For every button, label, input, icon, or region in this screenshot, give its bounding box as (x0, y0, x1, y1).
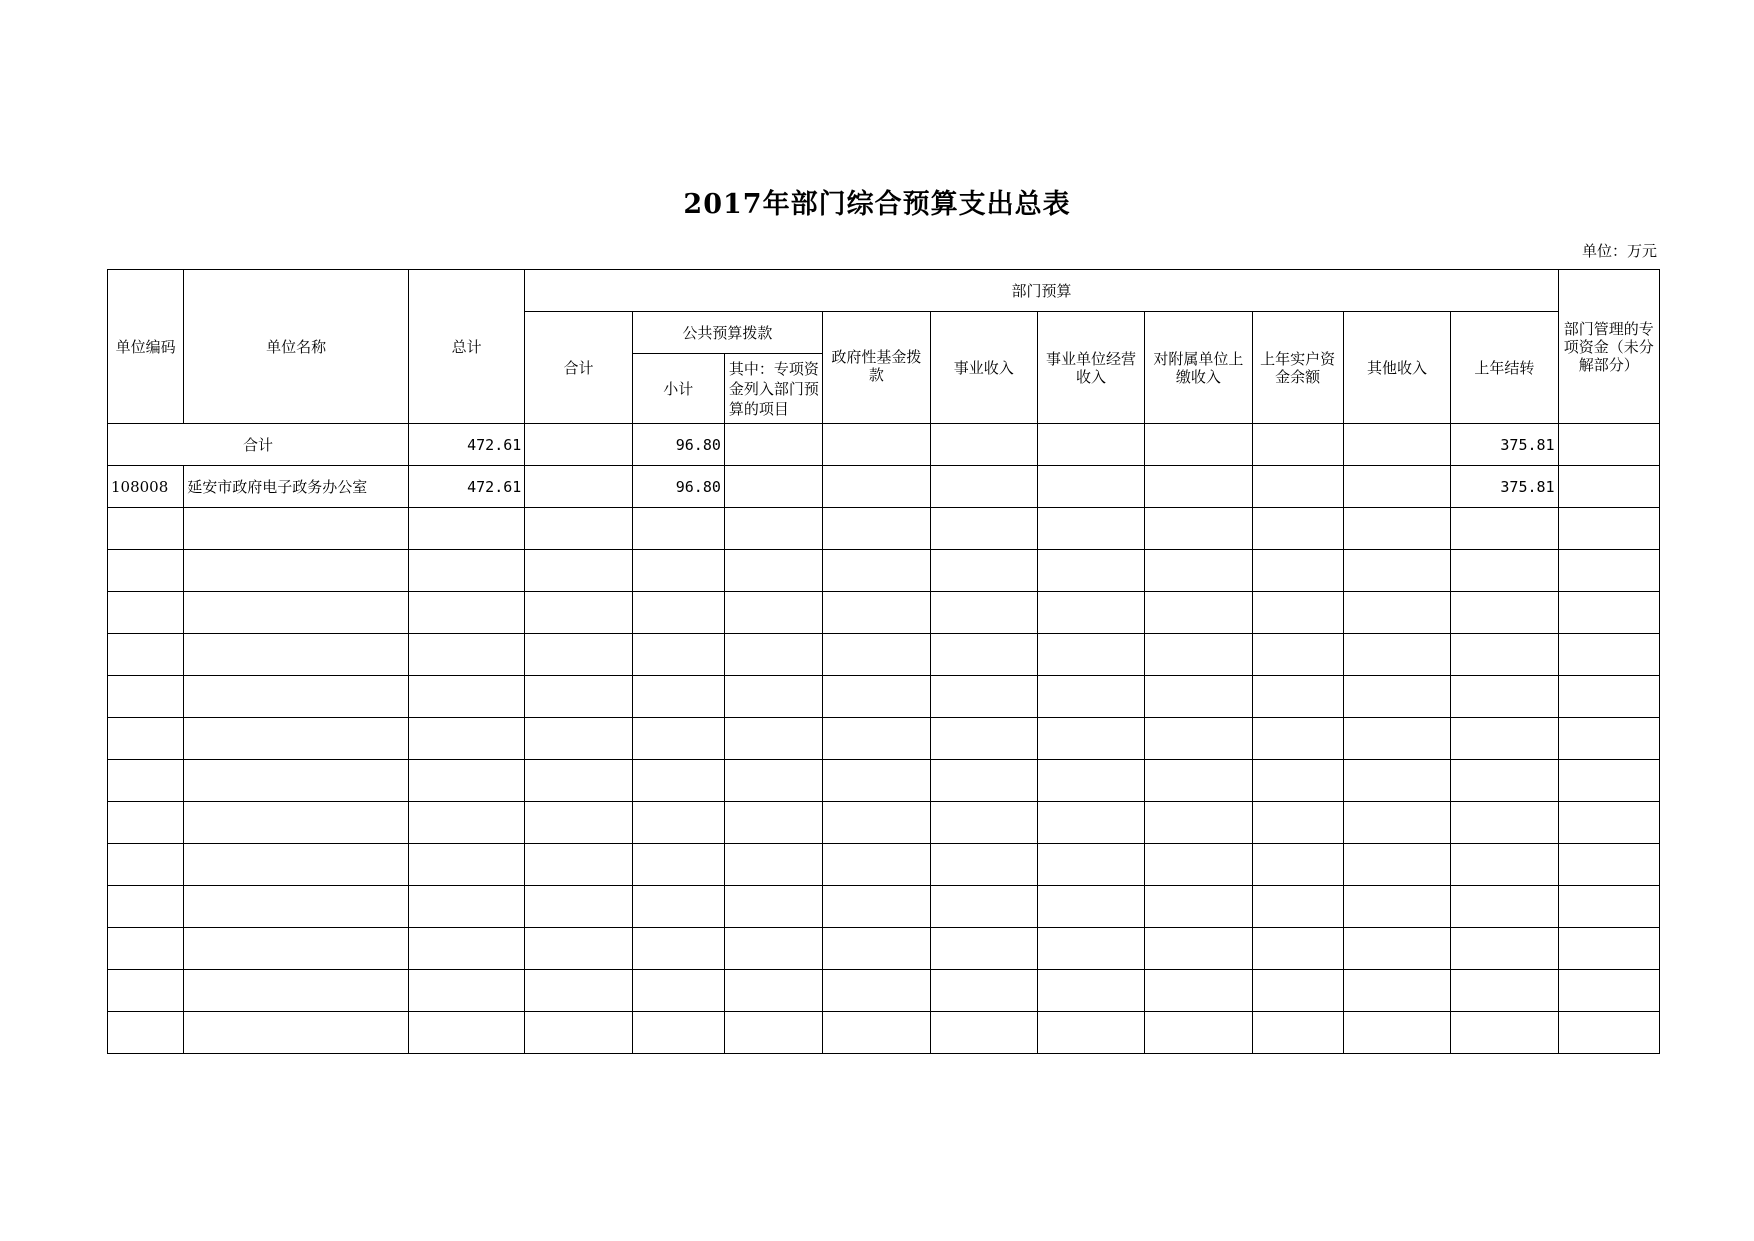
empty-cell (823, 550, 930, 592)
empty-cell (1343, 634, 1450, 676)
empty-cell (930, 676, 1037, 718)
empty-cell (184, 760, 409, 802)
empty-cell (1558, 550, 1659, 592)
empty-cell (930, 844, 1037, 886)
empty-cell (1343, 802, 1450, 844)
empty-cell (1145, 592, 1252, 634)
empty-cell (1558, 718, 1659, 760)
empty-cell (632, 928, 724, 970)
empty-cell (1343, 676, 1450, 718)
empty-cell (930, 970, 1037, 1012)
empty-cell (724, 760, 822, 802)
empty-cell (724, 718, 822, 760)
empty-cell (108, 634, 184, 676)
table-row (108, 550, 1660, 592)
empty-cell (184, 676, 409, 718)
empty-cell (1145, 802, 1252, 844)
empty-cell (1037, 634, 1144, 676)
empty-cell (1343, 550, 1450, 592)
empty-cell (184, 844, 409, 886)
empty-cell (1451, 676, 1558, 718)
empty-cell (184, 718, 409, 760)
empty-cell (108, 592, 184, 634)
empty-cell (823, 970, 930, 1012)
empty-cell (632, 634, 724, 676)
cell-sum (525, 424, 632, 466)
cell-other-income (1343, 466, 1450, 508)
table-row (108, 508, 1660, 550)
empty-cell (1343, 508, 1450, 550)
header-special-funds: 部门管理的专项资金（未分解部分） (1558, 270, 1659, 424)
table-row (108, 886, 1660, 928)
empty-cell (1451, 634, 1558, 676)
empty-cell (408, 1012, 524, 1054)
cell-other-income (1343, 424, 1450, 466)
empty-cell (525, 1012, 632, 1054)
empty-cell (1145, 634, 1252, 676)
empty-cell (724, 970, 822, 1012)
empty-cell (724, 886, 822, 928)
empty-cell (930, 508, 1037, 550)
cell-career-income (930, 466, 1037, 508)
empty-cell (1037, 718, 1144, 760)
empty-cell (525, 718, 632, 760)
cell-prev-balance (1252, 424, 1343, 466)
empty-cell (525, 802, 632, 844)
empty-cell (632, 802, 724, 844)
empty-cell (108, 550, 184, 592)
empty-cell (823, 928, 930, 970)
empty-cell (1558, 928, 1659, 970)
empty-cell (724, 802, 822, 844)
cell-public-small: 96.80 (632, 424, 724, 466)
empty-cell (930, 760, 1037, 802)
empty-cell (724, 634, 822, 676)
empty-cell (108, 718, 184, 760)
cell-sum (525, 466, 632, 508)
empty-cell (408, 970, 524, 1012)
empty-cell (1037, 928, 1144, 970)
empty-cell (1558, 592, 1659, 634)
cell-special-funds (1558, 466, 1659, 508)
cell-prev-balance (1252, 466, 1343, 508)
empty-cell (1037, 676, 1144, 718)
empty-cell (1037, 508, 1144, 550)
cell-total: 472.61 (408, 466, 524, 508)
empty-cell (1343, 970, 1450, 1012)
empty-cell (408, 928, 524, 970)
empty-cell (1145, 550, 1252, 592)
cell-special-funds (1558, 424, 1659, 466)
empty-cell (1252, 970, 1343, 1012)
empty-cell (1451, 508, 1558, 550)
header-total: 总计 (408, 270, 524, 424)
empty-cell (823, 718, 930, 760)
unit-label: 单位：万元 (1581, 242, 1657, 260)
table-row (108, 592, 1660, 634)
empty-cell (184, 634, 409, 676)
empty-cell (1145, 676, 1252, 718)
empty-cell (1252, 844, 1343, 886)
cell-career-income (930, 424, 1037, 466)
empty-cell (1252, 550, 1343, 592)
header-prev-carryover: 上年结转 (1451, 312, 1558, 424)
empty-cell (408, 886, 524, 928)
empty-cell (1451, 592, 1558, 634)
empty-cell (408, 844, 524, 886)
empty-cell (525, 970, 632, 1012)
empty-cell (1037, 844, 1144, 886)
table-row (108, 928, 1660, 970)
table-row (108, 424, 1660, 466)
row-label: 合计 (108, 424, 409, 466)
table-row (108, 760, 1660, 802)
empty-cell (632, 970, 724, 1012)
empty-cell (1252, 928, 1343, 970)
empty-cell (632, 760, 724, 802)
empty-cell (823, 886, 930, 928)
empty-cell (632, 1012, 724, 1054)
empty-cell (632, 508, 724, 550)
empty-cell (184, 592, 409, 634)
empty-cell (1558, 508, 1659, 550)
empty-cell (1558, 634, 1659, 676)
empty-cell (408, 718, 524, 760)
cell-unit-code: 108008 (108, 466, 184, 508)
empty-cell (108, 760, 184, 802)
empty-cell (1451, 844, 1558, 886)
empty-cell (724, 1012, 822, 1054)
empty-cell (1145, 970, 1252, 1012)
empty-cell (1037, 970, 1144, 1012)
empty-cell (1037, 1012, 1144, 1054)
empty-cell (1343, 718, 1450, 760)
header-public-budget: 公共预算拨款 (632, 312, 823, 354)
empty-cell (930, 886, 1037, 928)
cell-affiliate-income (1145, 466, 1252, 508)
cell-public-special (724, 466, 822, 508)
empty-cell (408, 550, 524, 592)
header-unit-name: 单位名称 (184, 270, 409, 424)
empty-cell (525, 676, 632, 718)
empty-cell (930, 1012, 1037, 1054)
header-sum: 合计 (525, 312, 632, 424)
table-row (108, 844, 1660, 886)
cell-affiliate-income (1145, 424, 1252, 466)
empty-cell (1145, 508, 1252, 550)
empty-cell (108, 676, 184, 718)
cell-total: 472.61 (408, 424, 524, 466)
empty-cell (724, 592, 822, 634)
empty-cell (930, 634, 1037, 676)
empty-cell (408, 676, 524, 718)
empty-cell (823, 676, 930, 718)
empty-cell (1451, 928, 1558, 970)
empty-cell (823, 508, 930, 550)
empty-cell (1558, 886, 1659, 928)
empty-cell (1037, 886, 1144, 928)
cell-prev-carryover: 375.81 (1451, 466, 1558, 508)
empty-cell (184, 1012, 409, 1054)
empty-cell (930, 718, 1037, 760)
empty-cell (724, 508, 822, 550)
empty-cell (408, 592, 524, 634)
empty-cell (632, 592, 724, 634)
empty-cell (632, 676, 724, 718)
empty-cell (184, 802, 409, 844)
empty-cell (408, 634, 524, 676)
empty-cell (1451, 1012, 1558, 1054)
empty-cell (108, 970, 184, 1012)
empty-cell (184, 928, 409, 970)
cell-gov-fund (823, 466, 930, 508)
empty-cell (724, 844, 822, 886)
empty-cell (823, 844, 930, 886)
cell-operating-income (1037, 466, 1144, 508)
header-public-special-cell (724, 354, 822, 424)
table-row (108, 466, 1660, 508)
empty-cell (1451, 760, 1558, 802)
empty-cell (1037, 592, 1144, 634)
empty-cell (930, 802, 1037, 844)
empty-cell (1252, 634, 1343, 676)
cell-operating-income (1037, 424, 1144, 466)
empty-cell (1252, 802, 1343, 844)
empty-cell (1145, 844, 1252, 886)
header-career-income: 事业收入 (930, 312, 1037, 424)
header-unit-code: 单位编码 (108, 270, 184, 424)
empty-cell (823, 634, 930, 676)
empty-cell (1145, 886, 1252, 928)
empty-cell (1451, 718, 1558, 760)
empty-cell (1451, 886, 1558, 928)
empty-cell (1145, 1012, 1252, 1054)
empty-cell (1145, 760, 1252, 802)
page-title: 2017年部门综合预算支出总表 (683, 189, 1071, 220)
empty-cell (930, 928, 1037, 970)
empty-cell (525, 634, 632, 676)
cell-unit-name: 延安市政府电子政务办公室 (184, 466, 409, 508)
empty-cell (930, 550, 1037, 592)
empty-cell (724, 928, 822, 970)
empty-cell (525, 508, 632, 550)
empty-cell (823, 592, 930, 634)
table-row (108, 718, 1660, 760)
empty-cell (184, 970, 409, 1012)
header-prev-balance: 上年实户资金余额 (1252, 312, 1343, 424)
empty-cell (1558, 676, 1659, 718)
cell-gov-fund (823, 424, 930, 466)
empty-cell (1451, 550, 1558, 592)
empty-cell (632, 886, 724, 928)
empty-cell (1558, 844, 1659, 886)
empty-cell (823, 802, 930, 844)
empty-cell (108, 844, 184, 886)
table-row (108, 634, 1660, 676)
empty-cell (1252, 718, 1343, 760)
empty-cell (408, 508, 524, 550)
empty-cell (1558, 802, 1659, 844)
empty-cell (108, 886, 184, 928)
header-public-small: 小计 (632, 354, 724, 424)
header-other-income: 其他收入 (1343, 312, 1450, 424)
empty-cell (1037, 550, 1144, 592)
header-affiliate-income: 对附属单位上缴收入 (1145, 312, 1252, 424)
cell-public-special (724, 424, 822, 466)
empty-cell (1558, 760, 1659, 802)
empty-cell (1252, 760, 1343, 802)
empty-cell (108, 1012, 184, 1054)
empty-cell (724, 676, 822, 718)
empty-cell (1252, 676, 1343, 718)
empty-cell (930, 592, 1037, 634)
empty-cell (525, 844, 632, 886)
header-public-special: 其中：专项资金列入部门预算的项目 (728, 359, 819, 418)
empty-cell (408, 760, 524, 802)
empty-cell (1037, 760, 1144, 802)
empty-cell (1558, 1012, 1659, 1054)
empty-cell (724, 550, 822, 592)
empty-cell (1343, 844, 1450, 886)
header-dept-budget: 部门预算 (525, 270, 1558, 312)
empty-cell (1252, 508, 1343, 550)
empty-cell (1343, 760, 1450, 802)
empty-cell (1252, 886, 1343, 928)
empty-cell (184, 886, 409, 928)
empty-cell (1252, 592, 1343, 634)
empty-cell (408, 802, 524, 844)
empty-cell (1037, 802, 1144, 844)
header-operating-income: 事业单位经营收入 (1037, 312, 1144, 424)
empty-cell (632, 718, 724, 760)
empty-cell (108, 508, 184, 550)
empty-cell (525, 928, 632, 970)
empty-cell (1558, 970, 1659, 1012)
cell-prev-carryover: 375.81 (1451, 424, 1558, 466)
table-row (108, 802, 1660, 844)
empty-cell (823, 760, 930, 802)
header-gov-fund: 政府性基金拨款 (823, 312, 930, 424)
empty-cell (823, 1012, 930, 1054)
empty-cell (1343, 928, 1450, 970)
budget-table (107, 269, 1660, 1054)
empty-cell (525, 760, 632, 802)
empty-cell (525, 886, 632, 928)
table-row (108, 676, 1660, 718)
empty-cell (525, 550, 632, 592)
empty-cell (632, 550, 724, 592)
empty-cell (1343, 1012, 1450, 1054)
empty-cell (1252, 1012, 1343, 1054)
empty-cell (1451, 970, 1558, 1012)
empty-cell (1145, 718, 1252, 760)
empty-cell (184, 550, 409, 592)
cell-public-small: 96.80 (632, 466, 724, 508)
empty-cell (525, 592, 632, 634)
empty-cell (108, 928, 184, 970)
empty-cell (632, 844, 724, 886)
empty-cell (1343, 592, 1450, 634)
empty-cell (1451, 802, 1558, 844)
empty-cell (108, 802, 184, 844)
empty-cell (1145, 928, 1252, 970)
empty-cell (184, 508, 409, 550)
table-row (108, 970, 1660, 1012)
table-row (108, 1012, 1660, 1054)
empty-cell (1343, 886, 1450, 928)
